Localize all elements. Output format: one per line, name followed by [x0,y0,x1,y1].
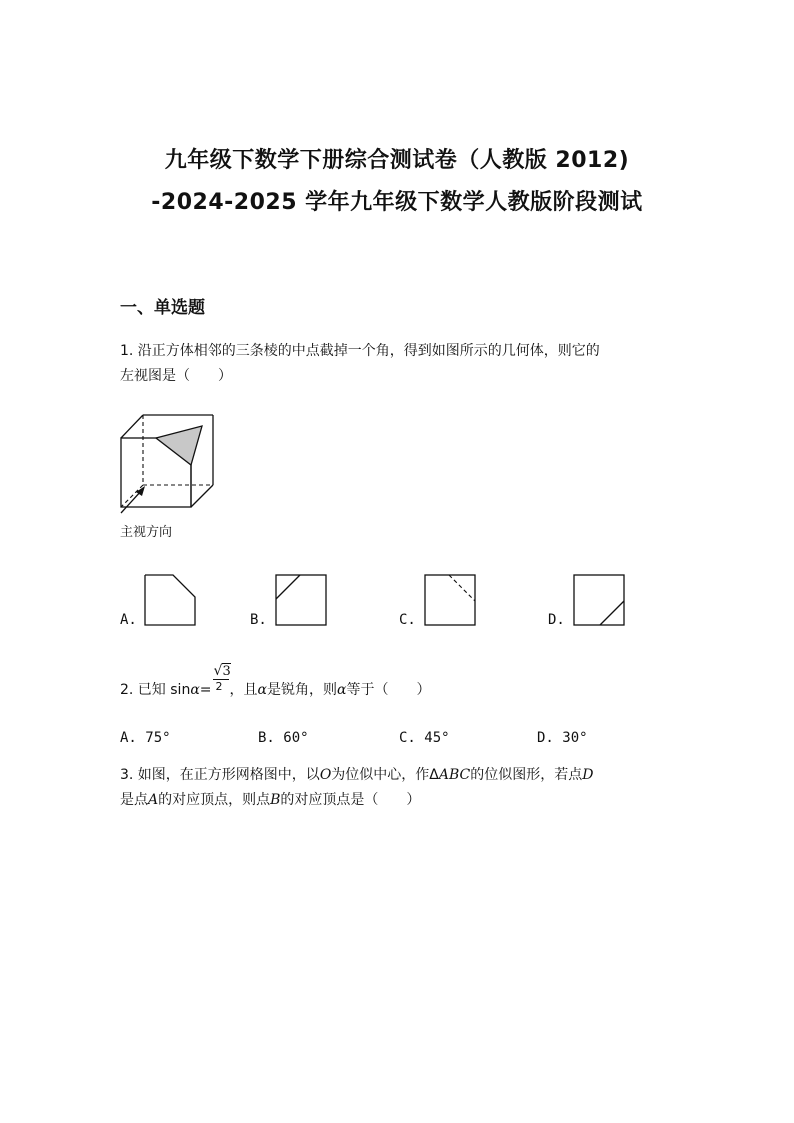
q3-part1: 3. 如图，在正方形网格图中，以 [120,767,320,783]
q3-part3: 的位似图形，若点 [470,767,583,783]
q2-option-d[interactable]: D. 30° [537,730,588,746]
triangle-abc: ABC [438,767,471,783]
doc-title-line2: -2024-2025 学年九年级下数学人教版阶段测试 [151,190,643,215]
fraction-numerator: √3 [213,663,231,679]
doc-title-line1: 九年级下数学下册综合测试卷（人教版 2012) [164,148,630,173]
q3-text-line2 [120,787,420,814]
q2-text [120,663,431,704]
q1-text-line2: 左视图是（ ） [120,368,232,384]
q1-option-c-figure[interactable] [423,573,477,627]
alpha-symbol: α [337,682,347,698]
point-b: B [270,792,281,808]
q1-option-a-label[interactable]: A. [120,612,137,628]
q1-option-d-figure[interactable] [572,573,626,627]
q1-option-c-label[interactable]: C. [399,612,416,628]
q2-option-b[interactable]: B. 60° [258,730,309,746]
q1-option-a-figure[interactable] [143,573,197,627]
fraction-denominator: 2 [215,680,223,693]
point-d: D [582,767,594,783]
q3-part4: 是点 [120,792,148,808]
equals-sign: = [199,682,212,698]
q1-option-b-label[interactable]: B. [250,612,267,628]
q3-part2: 为位似中心，作 [331,767,430,783]
point-o: O [319,767,332,783]
q2-suffix: 等于（ ） [346,682,431,698]
q3-part5: 的对应顶点，则点 [158,792,271,808]
fraction-sqrt3-over-2 [212,663,231,700]
q2-option-c[interactable]: C. 45° [399,730,450,746]
alpha-symbol: α [257,682,267,698]
q1-option-d-label[interactable]: D. [548,612,565,628]
q2-mid1: ，且 [229,682,258,698]
q2-option-a[interactable]: A. 75° [120,730,171,746]
truncated-cube-figure [118,410,218,515]
alpha-symbol: α [190,682,200,698]
point-a: A [148,792,159,808]
sqrt-radicand: 3 [222,664,231,679]
q2-mid2: 是锐角，则 [267,682,337,698]
view-direction-label: 主视方向 [120,525,173,540]
q2-prefix: 2. 已知 sin [120,682,191,698]
triangle-symbol: Δ [429,767,439,783]
section-heading: 一、单选题 [120,298,205,318]
q1-option-b-figure[interactable] [274,573,328,627]
q1-text-line1: 1. 沿正方体相邻的三条棱的中点截掉一个角，得到如图所示的几何体，则它的 [120,343,600,359]
q3-part6: 的对应顶点是（ ） [280,792,421,808]
q3-text-line1 [120,762,593,789]
